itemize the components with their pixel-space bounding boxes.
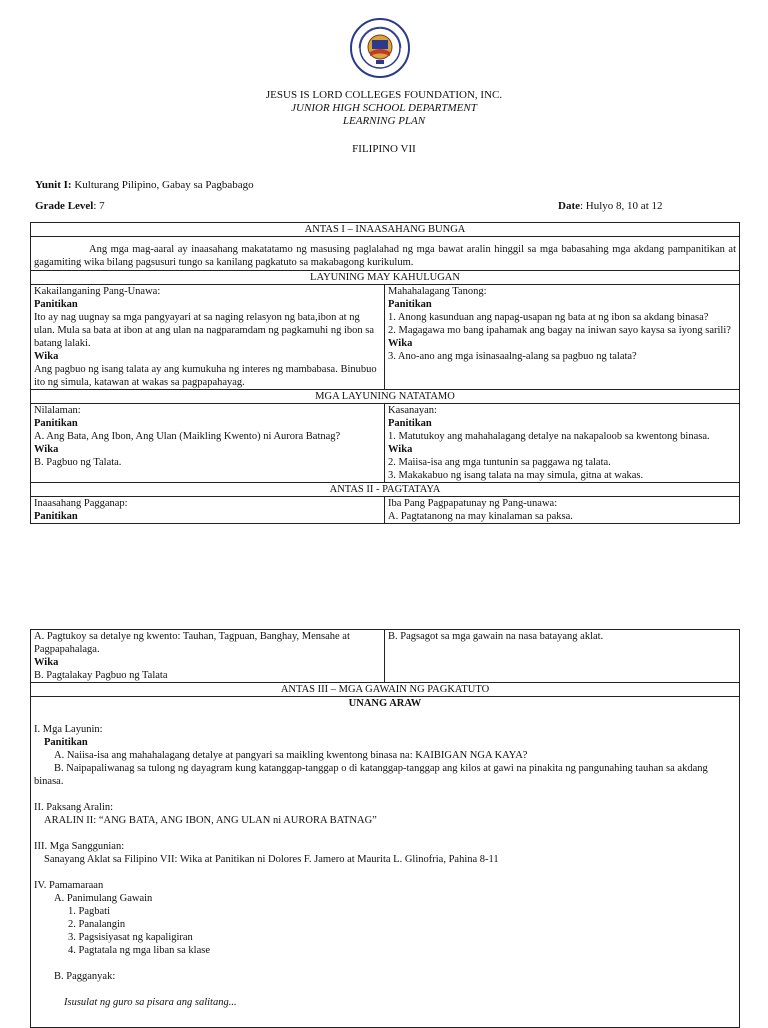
list-item: 2. Panalangin [68,919,126,930]
paksang-aralin-text: ARALIN II: “ANG BATA, ANG IBON, ANG ULAN ni AURORA BATNAG” [44,815,377,826]
panitikan-label: Panitikan [34,418,78,429]
learning-plan-table-page2 [30,629,740,1028]
date-label: Date [558,200,580,212]
panitikan-label: Panitikan [34,299,78,310]
antas3-heading: ANTAS III – MGA GAWAIN NG PAGKATUTO [31,683,740,697]
kasanayan-1: 1. Matutukoy ang mahahalagang detalye na nakapaloob sa kwentong binasa. [388,431,710,442]
date-value: : Hulyo 8, 10 at 12 [580,200,663,212]
gawain-cell [31,697,740,1028]
antas1-text: Ang mga mag-aaral ay inaasahang makatatamo ng masusing paglalahad ng mga bawat aralin hinggil sa mga babasahing mga akdang pampanitikan at gagamiting wika bilang pagsusuri tungo sa kanilang pagkatuto sa makabagong kurikulum. [31,237,740,271]
tanong-2: 2. Magagawa mo bang ipahamak ang bagay na iniwan sayo kaysa sa iyong sarili? [388,325,731,336]
organization-name: JESUS IS LORD COLLEGES FOUNDATION, INC. [265,89,503,101]
wika-label: Wika [388,338,413,349]
nilalaman-cell [31,404,385,483]
sanggunian-text: Sanayang Aklat sa Filipino VII: Wika at Panitikan ni Dolores F. Jamero at Maurita L. Glinofria, Pahina 8-11 [44,854,499,865]
kasanayan-heading: Kasanayan: [388,405,437,416]
kasanayan-3: 3. Makakabuo ng isang talata na may simula, gitna at wakas. [388,470,644,481]
antas1-heading: ANTAS I – INAASAHANG BUNGA [31,223,740,237]
list-item: 3. Pagsisiyasat ng kapaligiran [68,932,193,943]
wika-label: Wika [34,657,59,668]
antas2-heading: ANTAS II - PAGTATAYA [31,483,740,497]
panimulang-gawain-heading: A. Panimulang Gawain [54,893,153,904]
nilalaman-a: A. Ang Bata, Ang Ibon, Ang Ulan (Maikling Kwento) ni Aurora Batnag? [34,431,341,442]
list-item: 1. Pagbati [68,906,110,917]
pagganyak-text: Isusulat ng guro sa pisara ang salitang... [64,997,237,1008]
pagganap-heading: Inaasahang Pagganap: [34,498,128,509]
pagganap-continued-cell [31,630,385,683]
department-name: JUNIOR HIGH SCHOOL DEPARTMENT [291,102,477,114]
sanggunian-heading: III. Mga Sanggunian: [34,841,125,852]
document-type: LEARNING PLAN [342,115,426,127]
wika-label: Wika [34,444,59,455]
kasanayan-cell [385,404,740,483]
pagganap-cell [31,497,385,524]
mahahalagang-tanong-cell [385,285,740,390]
panitikan-label: Panitikan [34,511,78,522]
nilalaman-b: B. Pagbuo ng Talata. [34,457,122,468]
pang-unawa-heading: Kakailanganing Pang-Unawa: [34,286,161,297]
unit-value: Kulturang Pilipino, Gabay sa Pagbabago [71,179,254,191]
school-seal-logo [350,18,410,78]
pagpapatunay-heading: Iba Pang Pagpapatunay ng Pang-unawa: [388,498,558,509]
grade-value: : 7 [93,200,105,212]
subject-title: FILIPINO VII [352,143,416,155]
nilalaman-heading: Nilalaman: [34,405,81,416]
pagpapatunay-cell [385,497,740,524]
unit-label: Yunit I: [35,179,72,191]
pagganyak-heading: B. Pagganyak: [54,971,116,982]
list-item: 4. Pagtatala ng mga liban sa klase [68,945,211,956]
layunin-section-heading: I. Mga Layunin: [34,724,103,735]
panitikan-label: Panitikan [388,418,432,429]
layunin-b: B. Naipapaliwanag sa tulong ng dayagram kung katanggap-tanggap o di katanggap-tanggap ang kilos at gawi na pinakita ng pangunahing tauhan sa akdang binasa. [34,763,708,787]
panitikan-label: Panitikan [388,299,432,310]
grade-line [35,200,105,213]
tanong-1: 1. Anong kasunduan ang napag-usapan ng bata at ng ibon sa akdang binasa? [388,312,709,323]
wika-label: Wika [388,444,413,455]
day-heading: UNANG ARAW [348,698,422,709]
tanong-heading: Mahahalagang Tanong: [388,286,487,297]
tanong-3: 3. Ano-ano ang mga isinasaalng-alang sa pagbuo ng talata? [388,351,637,362]
panitikan-label: Panitikan [44,737,88,748]
pagpapatunay-a: A. Pagtatanong na may kinalaman sa paksa. [388,511,573,522]
pamamaraan-heading: IV. Pamamaraan [34,880,104,891]
pagpapatunay-b: B. Pagsagot sa mga gawain na nasa batayang aklat. [388,631,604,642]
learning-plan-table-page1 [30,222,740,524]
natatamo-heading: MGA LAYUNING NATATAMO [31,390,740,404]
pagpapatunay-continued-cell [385,630,740,683]
pang-unawa-wika-text: Ang pagbuo ng isang talata ay ang kumukuha ng interes ng mambabasa. Binubuo ito ng simula, katawan at wakas sa pagpapahayag. [34,364,377,388]
pang-unawa-cell [31,285,385,390]
unit-line [35,179,254,192]
pang-unawa-panitikan-text: Ito ay nag uugnay sa mga pangyayari at sa naging relasyon ng bata,ibon at ng ulan. Mula sa bata at ibon at ang ulan na nagparamdam ng pagkamuhi ng ibon sa batang lalaki. [34,312,374,349]
paksang-aralin-heading: II. Paksang Aralin: [34,802,114,813]
date-line [558,200,663,213]
pagganap-b: B. Pagtalakay Pagbuo ng Talata [34,670,168,681]
pagganap-a: A. Pagtukoy sa detalye ng kwento: Tauhan, Tagpuan, Banghay, Mensahe at Pagpapahalaga. [34,631,350,655]
layunin-heading: LAYUNING MAY KAHULUGAN [31,271,740,285]
layunin-a: A. Naiisa-isa ang mahahalagang detalye at pangyari sa maikling kwentong binasa na: KAIBIGAN NGA KAYA? [54,750,528,761]
kasanayan-2: 2. Maiisa-isa ang mga tuntunin sa paggawa ng talata. [388,457,611,468]
wika-label: Wika [34,351,59,362]
grade-label: Grade Level [35,200,94,212]
